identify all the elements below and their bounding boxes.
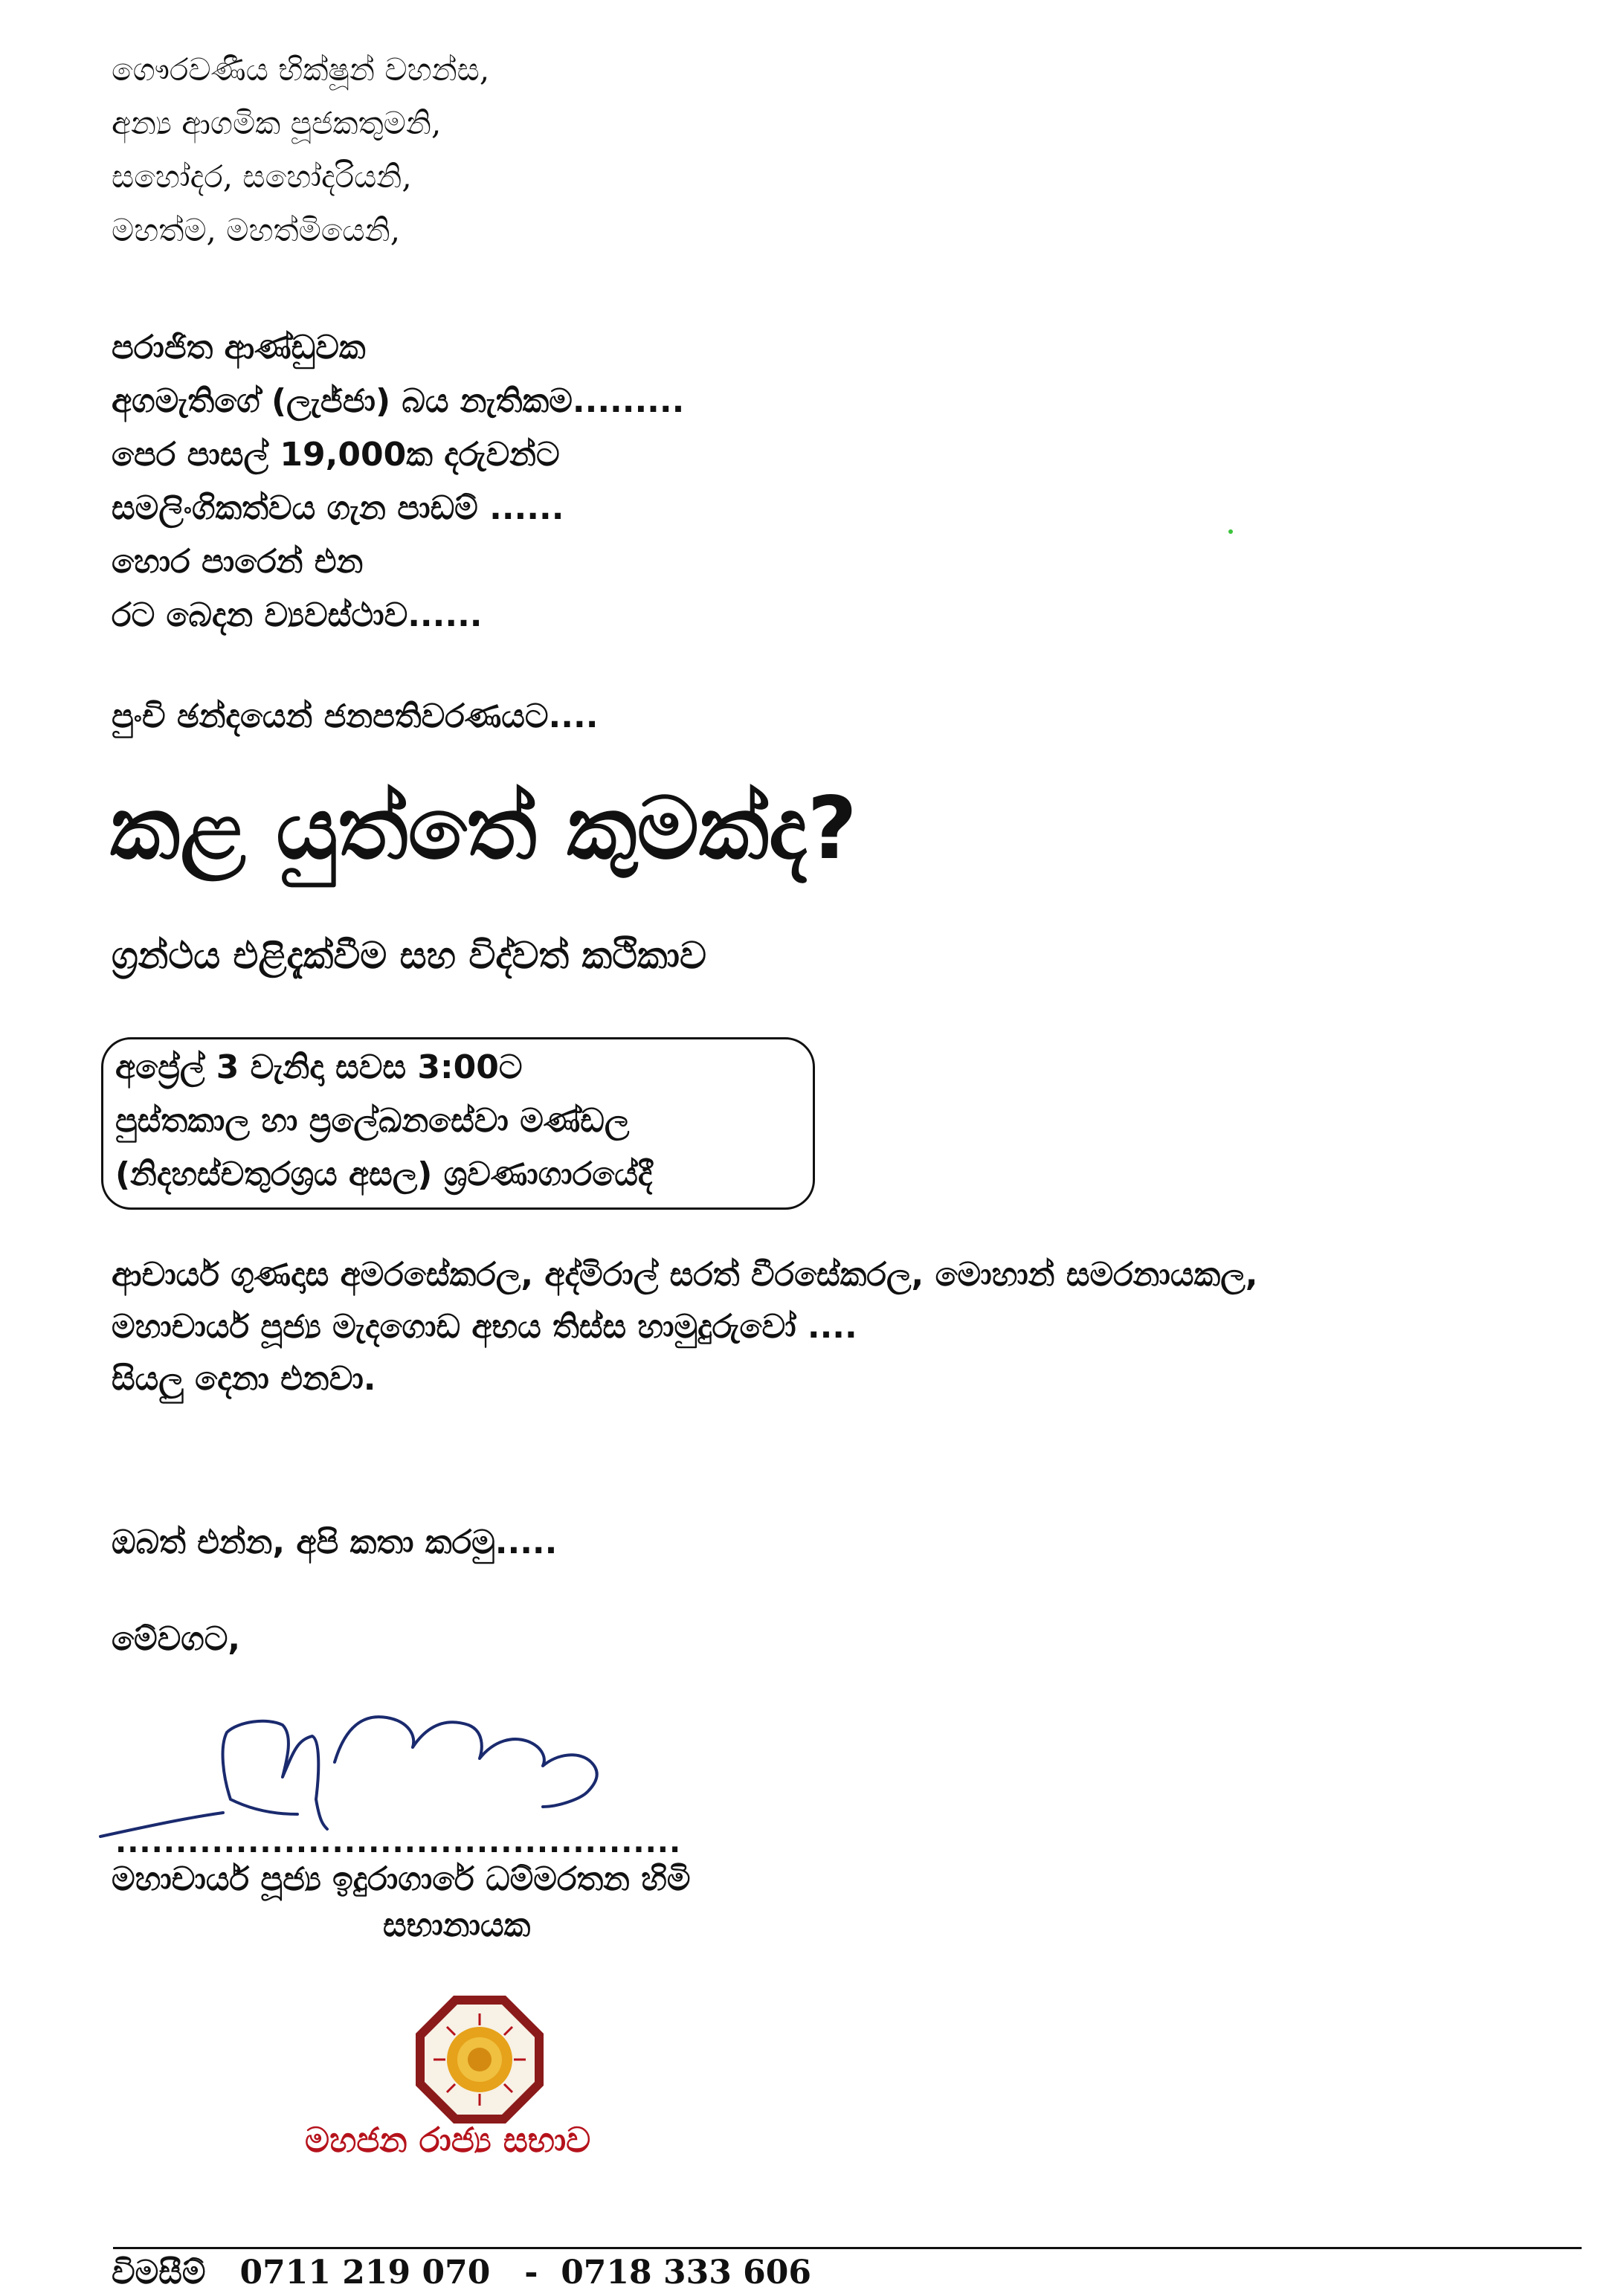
event-info xyxy=(115,1041,652,1202)
stray-dot xyxy=(1228,529,1233,534)
signature-line: ............................................... xyxy=(115,1825,682,1860)
intro-line: අගමැතිගේ (ලැජ්ජා) බය නැතිකම......... xyxy=(112,382,685,420)
footer-divider xyxy=(113,2247,1582,2249)
phone-number[interactable]: 0711 219 070 xyxy=(239,2254,491,2292)
speakers-line: සියලු දෙනා එනවා. xyxy=(112,1360,376,1398)
intro-line: හොර පාරෙන් එන xyxy=(112,543,364,581)
signer-role: සභානායක xyxy=(383,1906,531,1944)
footer-label: විමසීම් xyxy=(112,2254,206,2292)
phone-number[interactable]: 0718 333 606 xyxy=(561,2254,811,2292)
intro-line: පෙර පාසල් 19,000ක දරුවන්ට xyxy=(112,436,560,474)
intro-line: සමලිංගිකත්වය ගැන පාඩම් ...... xyxy=(112,489,564,527)
lead-line xyxy=(112,690,598,744)
footer-contact xyxy=(112,2251,811,2295)
event-venue: පුස්තකාල හා ප්‍රලේඛනසේවා මණ්ඩල xyxy=(115,1102,630,1140)
subtitle: ග්‍රන්ථය එළිදැක්වීම සහ විද්වත් කථිකාව xyxy=(112,934,706,977)
event-date-time: අප්‍රේල් 3 වැනිදා සවස 3:00ට xyxy=(115,1048,523,1086)
page-title: කළ යුත්තේ කුමක්ද? xyxy=(110,778,857,879)
handwritten-signature xyxy=(97,1695,677,1844)
lead-text: පුංචි ඡන්දයෙන් ජනපතිවරණයට.... xyxy=(112,697,599,735)
phone-separator: - xyxy=(524,2254,538,2292)
signer-name: මහාචාර්ය පූජ්‍ය ඉදුරාගාරේ ධම්මරතන හිමි xyxy=(112,1860,691,1898)
intro-block xyxy=(112,321,684,642)
salutation xyxy=(112,43,489,257)
salutation-line: අන්‍ය ආගමික පූජකතුමනි, xyxy=(112,105,442,141)
salutation-line: ගෞරවණීය භික්ෂූන් වහන්ස, xyxy=(112,51,490,88)
speakers-block xyxy=(112,1249,1258,1405)
invite-text: ඔබත් එන්න, අපි කතා කරමු..... xyxy=(112,1523,558,1561)
intro-line: පරාජිත ආණ්ඩුවක xyxy=(112,329,366,367)
salutation-line: මහත්ම, මහත්මියෙනි, xyxy=(112,212,401,248)
salutation-line: සහෝදර, සහෝදරියනි, xyxy=(112,158,412,195)
event-venue-detail: (නිදහස්චතුරශ්‍රය අසල) ශ්‍රවණාගාරයේදී xyxy=(115,1155,653,1193)
octagon-sun-emblem-icon xyxy=(413,1993,547,2126)
organization-name: මහජන රාජ්‍ය සභාව xyxy=(305,2120,591,2160)
intro-line: රට බෙදන ව්‍යවස්ථාව...... xyxy=(112,596,483,634)
speakers-line: ආචාර්ය ගුණදාස අමරසේකරල, අද්මිරාල් සරත් වීරසේකරල, මොහාන් සමරනායකල, xyxy=(112,1256,1258,1294)
speakers-line: මහාචාර්ය පූජ්‍ය මැදගොඩ අභය තිස්ස හාමුදුරුවෝ .... xyxy=(112,1308,857,1346)
sign-off: මේවගට, xyxy=(112,1620,241,1658)
